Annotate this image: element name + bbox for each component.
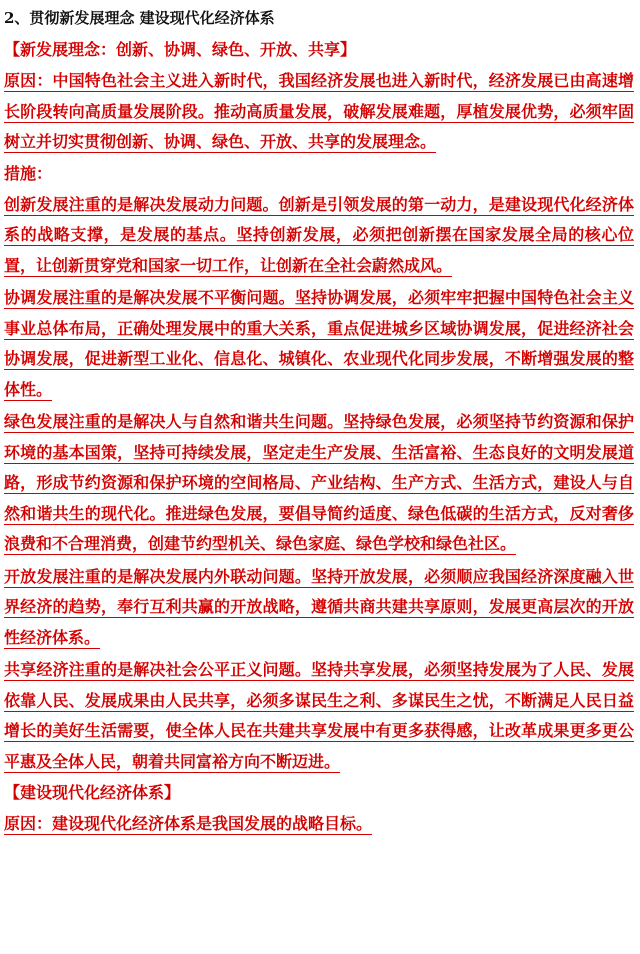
measure-green: 绿色发展注重的是解决人与自然和谐共生问题。坚持绿色发展，必须坚持节约资源和保护环境的基本国策，坚持可持续发展，坚定走生产发展、生活富裕、生态良好的文明发展道路，形成节约资源和保护环境的空间格局、产业结构、生产方式、生活方式，建设人与自然和谐共生的现代化。推进绿色发展，要倡导简约适度、绿色低碳的生活方式，反对奢侈浪费和不合理消费，创建节约型机关、绿色家庭、绿色学校和绿色社区。 (4, 412, 634, 553)
section-title-modern-economy: 【建设现代化经济体系】 (4, 783, 181, 802)
measure-openness: 开放发展注重的是解决发展内外联动问题。坚持开放发展，必须顺应我国经济深度融入世界经济的趋势，奉行互利共赢的开放战略，遵循共商共建共享原则，发展更高层次的开放性经济体系。 (4, 566, 634, 647)
measure-coordination: 协调发展注重的是解决发展不平衡问题。坚持协调发展，必须牢牢把握中国特色社会主义事业总体布局，正确处理发展中的重大关系，重点促进城乡区域协调发展，促进经济社会协调发展，促进新型工业化、信息化、城镇化、农业现代化同步发展，不断增强发展的整体性。 (4, 288, 634, 399)
section-title-new-development-concept: 【新发展理念：创新、协调、绿色、开放、共享】 (4, 40, 357, 59)
measures-label: 措施： (4, 163, 53, 183)
measure-sharing: 共享经济注重的是解决社会公平正义问题。坚持共享发展，必须坚持发展为了人民、发展依靠人民、发展成果由人民共享，必须多谋民生之利、多谋民生之忧，不断满足人民日益增长的美好生活需要，使全体人民在共建共享发展中有更多获得感，让改革成果更多更公平惠及全体人民，朝着共同富裕方向不断迈进。 (4, 660, 634, 771)
reason-paragraph: 原因：中国特色社会主义进入新时代，我国经济发展也进入新时代，经济发展已由高速增长阶段转向高质量发展阶段。推动高质量发展，破解发展难题，厚植发展优势，必须牢固树立并切实贯彻创新、协调、绿色、开放、共享的发展理念。 (4, 71, 634, 151)
document-heading: 2、贯彻新发展理念 建设现代化经济体系 (4, 9, 275, 27)
measure-innovation: 创新发展注重的是解决发展动力问题。创新是引领发展的第一动力，是建设现代化经济体系的战略支撑，是发展的基点。坚持创新发展，必须把创新摆在国家发展全局的核心位置，让创新贯穿党和国家一切工作，让创新在全社会蔚然成风。 (4, 194, 634, 275)
reason-paragraph-2: 原因：建设现代化经济体系是我国发展的战略目标。 (4, 814, 373, 833)
